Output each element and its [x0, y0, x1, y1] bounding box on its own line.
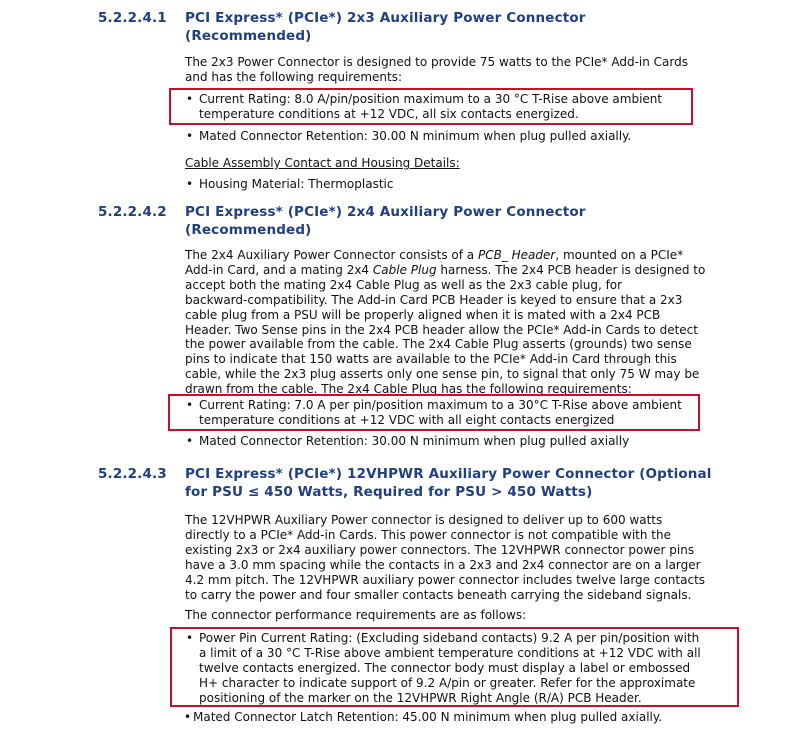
section-title-12vhpwr-line2: for PSU ≤ 450 Watts, Required for PSU > 450 Watts) [185, 484, 593, 500]
paragraph-line: Header. Two Sense pins in the 2x4 PCB header allow the PCIe* Add-in Cards to detect [185, 322, 698, 337]
pcb-header-term: PCB_ Header [477, 248, 556, 262]
bullet-retention-2x4 [185, 434, 725, 449]
bullet-latch-retention [183, 710, 723, 725]
bullet-text: Current Rating: 8.0 A/pin/position maximum to a 30 °C T-Rise above ambient [199, 92, 663, 106]
bullet-power-pin-rating [185, 631, 735, 706]
intro-line: and has the following requirements: [185, 69, 403, 84]
section-title-2x3-line2: (Recommended) [185, 28, 312, 44]
section-number-2x4: 5.2.2.4.2 [98, 204, 167, 220]
paragraph-line: 4.2 mm pitch. The 12VHPWR auxiliary power connector includes twelve large contacts [185, 572, 706, 587]
section-title-2x3-line1: PCI Express* (PCIe*) 2x3 Auxiliary Power Connector [185, 10, 586, 26]
bullet-dot: • [186, 398, 194, 412]
bullet-retention-2x3 [185, 129, 725, 144]
description-paragraph-12vhpwr [185, 513, 725, 602]
bullet-current-rating-2x3 [185, 92, 725, 122]
paragraph-line: Add-in Card, and a mating 2x4 Cable Plug harness. The 2x4 PCB header is designed to [185, 262, 706, 277]
intro-paragraph-2x3 [185, 55, 730, 85]
bullet-text: temperature conditions at +12 VDC, all six contacts energized. [199, 107, 579, 121]
bullet-text: Mated Connector Latch Retention: 45.00 N minimum when plug pulled axially. [193, 710, 663, 724]
bullet-text: Mated Connector Retention: 30.00 N minimum when plug pulled axially. [199, 129, 632, 143]
bullet-text: Power Pin Current Rating: (Excluding sideband contacts) 9.2 A per pin/position with [199, 631, 700, 645]
paragraph-line: The 2x4 Auxiliary Power Connector consists of a PCB_ Header, mounted on a PCIe* [185, 248, 684, 262]
paragraph-line: backward-compatibility. The Add-in Card PCB Header is keyed to ensure that a 2x3 [185, 292, 683, 307]
paragraph-line: to carry the power and four smaller contacts beneath carrying the sideband signals. [185, 587, 692, 602]
bullet-text: twelve contacts energized. The connector body must display a label or embossed [199, 661, 691, 675]
bullet-text: temperature conditions at +12 VDC with all eight contacts energized [199, 413, 615, 427]
bullet-text: H+ character to indicate support of 9.2 A/pin or greater. Refer for the approximate [199, 676, 696, 690]
paragraph-line: have a 3.0 mm spacing while the contacts in a 2x3 and 2x4 connector are on a larger [185, 557, 701, 572]
bullet-dot: • [186, 92, 194, 106]
section-number-2x3: 5.2.2.4.1 [98, 10, 167, 26]
paragraph-line: existing 2x3 or 2x4 auxiliary power connectors. The 12VHPWR connector power pins [185, 542, 695, 557]
bullet-text: Current Rating: 7.0 A per pin/position maximum to a 30°C T-Rise above ambient [199, 398, 682, 412]
paragraph-line: The 12VHPWR Auxiliary Power connector is designed to deliver up to 600 watts [185, 513, 663, 527]
bullet-dot: • [184, 710, 192, 724]
cable-assembly-heading: Cable Assembly Contact and Housing Details: [185, 156, 460, 170]
bullet-dot: • [186, 129, 194, 143]
section-title-2x3 [185, 9, 785, 45]
section-title-2x4-line2: (Recommended) [185, 222, 312, 238]
description-paragraph-2x4 [185, 248, 725, 397]
section-title-12vhpwr [185, 465, 785, 501]
section-title-2x4-line1: PCI Express* (PCIe*) 2x4 Auxiliary Power Connector [185, 204, 586, 220]
paragraph-line: directly to a PCIe* Add-in Cards. This power connector is not compatible with the [185, 527, 671, 542]
section-title-2x4 [185, 203, 785, 239]
bullet-dot: • [186, 631, 194, 645]
paragraph-line: the power available from the cable. The 2x4 Cable Plug asserts (grounds) two sense [185, 337, 692, 352]
section-title-12vhpwr-line1: PCI Express* (PCIe*) 12VHPWR Auxiliary Power Connector (Optional [185, 466, 712, 482]
paragraph-line: pins to indicate that 150 watts are available to the PCIe* Add-in Card through this [185, 352, 677, 367]
bullet-text: a limit of a 30 °C T-Rise above ambient temperature conditions at +12 VDC with all [199, 646, 701, 660]
section-number-12vhpwr: 5.2.2.4.3 [98, 466, 167, 482]
intro-line: The 2x3 Power Connector is designed to provide 75 watts to the PCIe* Add-in Cards [185, 55, 688, 69]
bullet-text: Mated Connector Retention: 30.00 N minimum when plug pulled axially [199, 434, 630, 448]
paragraph-line: accept both the mating 2x4 Cable Plug as well as the 2x3 cable plug, for [185, 277, 623, 292]
bullet-text: positioning of the marker on the 12VHPWR Right Angle (R/A) PCB Header. [199, 691, 642, 705]
bullet-dot: • [186, 177, 194, 191]
paragraph-line: cable, while the 2x3 plug asserts only one sense pin, to signal that only 75 W may be [185, 367, 700, 382]
bullet-text: Housing Material: Thermoplastic [199, 177, 394, 191]
performance-intro: The connector performance requirements are as follows: [185, 608, 527, 622]
bullet-current-rating-2x4 [185, 398, 725, 428]
paragraph-line: drawn from the cable. The 2x4 Cable Plug has the following requirements: [185, 382, 632, 397]
cable-plug-term: Cable Plug [372, 262, 437, 277]
bullet-housing-material [185, 177, 725, 192]
paragraph-line: cable plug from a PSU will be properly aligned when it is mated with a 2x4 PCB [185, 307, 661, 322]
bullet-dot: • [186, 434, 194, 448]
